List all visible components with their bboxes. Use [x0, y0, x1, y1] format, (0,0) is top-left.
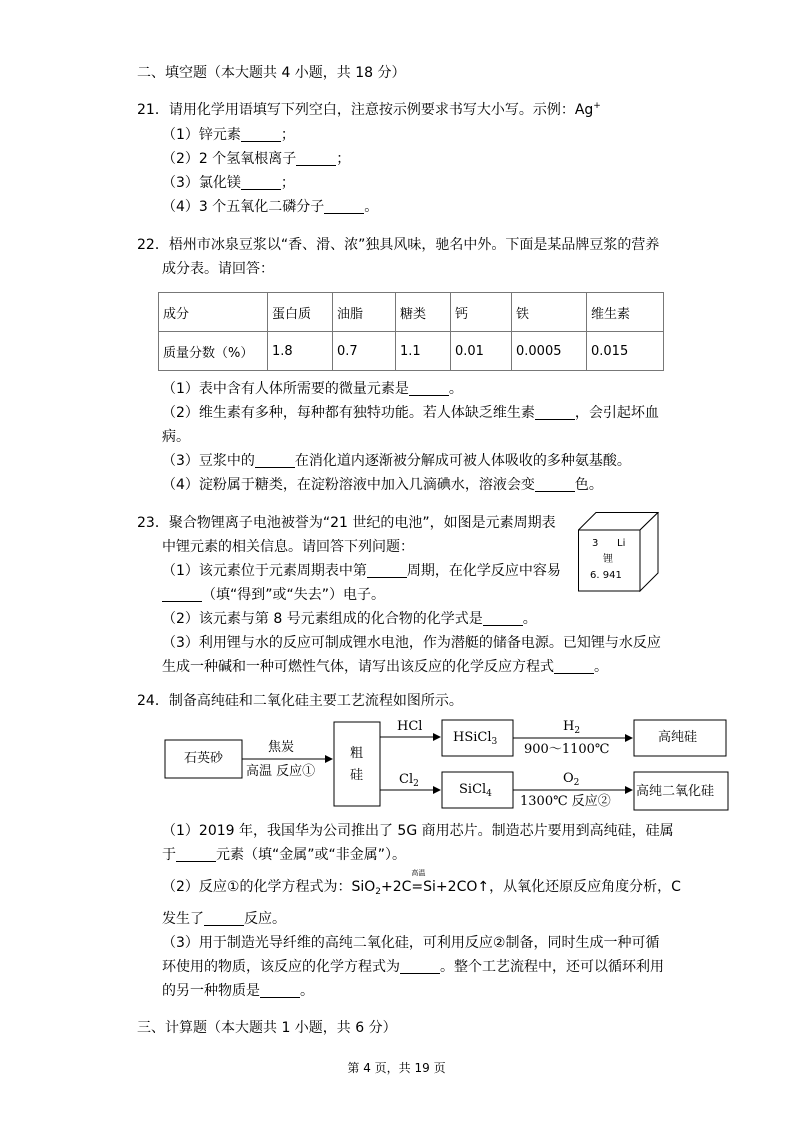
equals-sign: = [411, 879, 424, 895]
answer-blank[interactable] [409, 381, 449, 396]
flow-middle-line2: 硅 [350, 768, 364, 783]
table-cell: 成分 [159, 293, 268, 332]
q24-part-3-line1: （3）用于制造光导纤维的高纯二氧化硅，可利用反应②制备，同时生成一种可循 [162, 935, 660, 951]
answer-blank[interactable] [204, 911, 244, 926]
section-3-heading: 三、计算题（本大题共 1 小题，共 6 分） [137, 1020, 397, 1036]
q24-part-3-text: 环使用的物质，该反应的化学方程式为 [162, 959, 400, 975]
q22-part-1-tail: 。 [448, 381, 463, 397]
table-cell: 蛋白质 [268, 293, 333, 332]
q21-item-3 [162, 174, 295, 192]
table-cell: 1.8 [268, 332, 333, 371]
table-cell: 0.01 [451, 332, 512, 371]
q23-part-3-text: 生成一种碱和一种可燃性气体，请写出该反应的化学反应方程式 [162, 659, 554, 675]
answer-blank[interactable] [241, 175, 281, 190]
q23-part-3-line2 [162, 658, 608, 676]
flow-branch1-product-sub: 3 [491, 737, 498, 747]
q24-part-1-line2 [162, 846, 406, 864]
flow-branch2-arrow-bottom: 1300℃ 反应② [520, 794, 611, 809]
table-cell: 铁 [512, 293, 587, 332]
q24-part-2-cont-text: 发生了 [162, 911, 204, 927]
q21-item-4-tail: 。 [364, 199, 379, 215]
atomic-number: 3 [592, 538, 599, 549]
q23-part-1 [162, 562, 561, 580]
q21-item-3-tail: ； [280, 175, 295, 191]
q24-part-2-cont [162, 910, 286, 928]
q22-stem-line2: 成分表。请回答： [162, 261, 274, 277]
answer-blank[interactable] [162, 587, 202, 602]
q22-part-3-text: （3）豆浆中的 [162, 453, 255, 469]
q24-part-2 [162, 869, 681, 897]
q22-part-1 [162, 380, 463, 398]
table-cell: 维生素 [587, 293, 664, 332]
q24-part-3-line2 [162, 958, 664, 976]
flow-branch1-product [453, 730, 497, 746]
answer-blank[interactable] [535, 405, 575, 420]
flow-branch2-arrow-top [563, 771, 579, 787]
flow-middle-line1: 粗 [350, 746, 364, 761]
q23-part-1-text: （1）该元素位于元素周期表中第 [162, 563, 367, 579]
q23-stem-line2: 中锂元素的相关信息。请回答下列问题： [162, 539, 414, 555]
q23-part-1-mid: 周期，在化学反应中容易 [406, 563, 561, 579]
flow-branch2-reagent-text: Cl [399, 772, 414, 787]
flow-branch1-arrow-top-text: H [563, 719, 575, 734]
reaction-condition-label: 高温 [411, 869, 426, 877]
q21-item-4 [162, 198, 378, 216]
q24-part-1-line1: （1）2019 年，我国华为公司推出了 5G 商用芯片。制造芯片要用到高纯硅，硅属 [162, 823, 674, 839]
table-cell: 钙 [451, 293, 512, 332]
q21-stem-superscript: + [593, 101, 601, 111]
q22-stem-line1: 22．梧州市冰泉豆浆以“香、滑、浓”独具风味，驰名中外。下面是某品牌豆浆的营养 [137, 237, 660, 253]
q24-part-3-line3 [162, 982, 314, 1000]
flow-branch2-arrow-top-sub: 2 [573, 778, 580, 788]
q22-part-3 [162, 452, 631, 470]
q21-stem-text: 21．请用化学用语填写下列空白，注意按示例要求书写大小写。示例：Ag [137, 102, 594, 118]
q23-part-2 [162, 610, 537, 628]
q21-item-2-label: （2）2 个氢氧根离子 [162, 151, 297, 167]
q22-part-4-tail: 色。 [574, 477, 603, 493]
q24-part-1-tail: 元素（填“金属”或“非金属”）。 [216, 847, 407, 863]
flow-branch2-reagent [399, 772, 419, 788]
process-flow-diagram [162, 718, 730, 818]
q21-item-4-label: （4）3 个五氧化二磷分子 [162, 199, 325, 215]
atomic-mass: 6. 941 [590, 570, 622, 581]
q21-stem [137, 101, 601, 119]
answer-blank[interactable] [255, 453, 295, 468]
q24-part-2-mid: +2C [381, 879, 412, 895]
table-cell: 0.7 [333, 332, 396, 371]
answer-blank[interactable] [241, 127, 281, 142]
q22-part-3-tail: 在消化道内逐渐被分解成可被人体吸收的多种氨基酸。 [294, 453, 631, 469]
table-cell: 0.0005 [512, 332, 587, 371]
section-2-heading: 二、填空题（本大题共 4 小题，共 18 分） [137, 65, 406, 81]
q23-part-3-line1: （3）利用锂与水的反应可制成锂水电池，作为潜艇的储备电源。已知锂与水反应 [162, 635, 661, 651]
flow-branch1-product-text: HSiCl [453, 730, 492, 745]
flow-arrow1-bottom: 高温 反应① [246, 764, 316, 779]
q22-part-2-cont: 病。 [162, 429, 190, 445]
flow-branch2-final: 高纯二氧化硅 [636, 784, 715, 799]
q22-part-2-text: （2）维生素有多种，每种都有独特功能。若人体缺乏维生素 [162, 405, 535, 421]
table-cell: 质量分数（%） [159, 332, 268, 371]
flow-branch1-arrow-top [563, 719, 580, 735]
table-cell: 1.1 [396, 332, 451, 371]
q24-part-2-tail: Si+2CO↑，从氧化还原反应角度分析，C [423, 879, 681, 895]
q22-part-2-tail: ，会引起坏血 [574, 405, 659, 421]
q21-item-1 [162, 126, 295, 144]
q24-part-2-sub: 2 [375, 887, 381, 897]
table-row [159, 332, 664, 371]
element-name: 锂 [603, 554, 613, 565]
flow-branch1-reagent: HCl [397, 719, 423, 734]
q24-part-2-text: （2）反应①的化学方程式为：SiO [162, 879, 376, 895]
q23-part-2-tail: 。 [522, 611, 537, 627]
answer-blank[interactable] [260, 983, 300, 998]
answer-blank[interactable] [400, 959, 440, 974]
q22-part-4 [162, 476, 603, 494]
q24-stem: 24．制备高纯硅和二氧化硅主要工艺流程如图所示。 [137, 693, 463, 709]
answer-blank[interactable] [367, 563, 407, 578]
answer-blank[interactable] [324, 199, 364, 214]
q21-item-3-label: （3）氯化镁 [162, 175, 241, 191]
flow-branch2-reagent-sub: 2 [413, 779, 419, 789]
reaction-condition [411, 869, 426, 896]
table-cell: 糖类 [396, 293, 451, 332]
flow-branch1-arrow-bottom: 900～1100℃ [524, 742, 610, 757]
flow-arrow1-top: 焦炭 [268, 740, 295, 755]
q21-item-2-tail: ； [336, 151, 351, 167]
q21-item-1-tail: ； [280, 127, 295, 143]
flow-start-box: 石英砂 [184, 751, 224, 766]
q24-part-3-mid: 。整个工艺流程中，还可以循环利用 [440, 959, 664, 975]
flow-branch2-product-text: SiCl [459, 782, 487, 797]
q21-item-2 [162, 150, 350, 168]
q23-part-1-cont [162, 586, 385, 604]
answer-blank[interactable] [483, 611, 523, 626]
q24-part-2-cont-tail: 反应。 [244, 911, 286, 927]
q23-part-1-tail: （填“得到”或“失去”）电子。 [202, 587, 386, 603]
flow-branch2-product [459, 782, 492, 798]
table-header-row [159, 293, 664, 332]
q22-part-4-text: （4）淀粉属于糖类，在淀粉溶液中加入几滴碘水，溶液会变 [162, 477, 535, 493]
element-symbol: Li [617, 538, 626, 549]
q23-part-2-text: （2）该元素与第 8 号元素组成的化合物的化学式是 [162, 611, 483, 627]
table-cell: 油脂 [333, 293, 396, 332]
flow-branch1-arrow-top-sub: 2 [574, 726, 581, 736]
answer-blank[interactable] [296, 151, 336, 166]
q24-part-3-cont-tail: 。 [300, 983, 314, 999]
q23-part-3-tail: 。 [594, 659, 608, 675]
page-footer: 第 4 页，共 19 页 [347, 1061, 446, 1075]
flow-branch2-arrow-top-text: O [563, 771, 574, 786]
flow-branch2-product-sub: 4 [486, 789, 492, 799]
lithium-element-cube [578, 512, 660, 596]
q22-part-2 [162, 404, 659, 422]
q21-item-1-label: （1）锌元素 [162, 127, 241, 143]
table-cell: 0.015 [587, 332, 664, 371]
q24-part-1-text: 于 [162, 847, 176, 863]
q22-part-1-text: （1）表中含有人体所需要的微量元素是 [162, 381, 409, 397]
answer-blank[interactable] [554, 659, 594, 674]
answer-blank[interactable] [535, 477, 575, 492]
flow-branch1-final: 高纯硅 [658, 730, 698, 745]
q24-part-3-cont-text: 的另一种物质是 [162, 983, 260, 999]
nutrition-table [158, 292, 664, 371]
q23-stem-line1: 23．聚合物锂离子电池被誉为“21 世纪的电池”，如图是元素周期表 [137, 515, 556, 531]
answer-blank[interactable] [176, 847, 216, 862]
